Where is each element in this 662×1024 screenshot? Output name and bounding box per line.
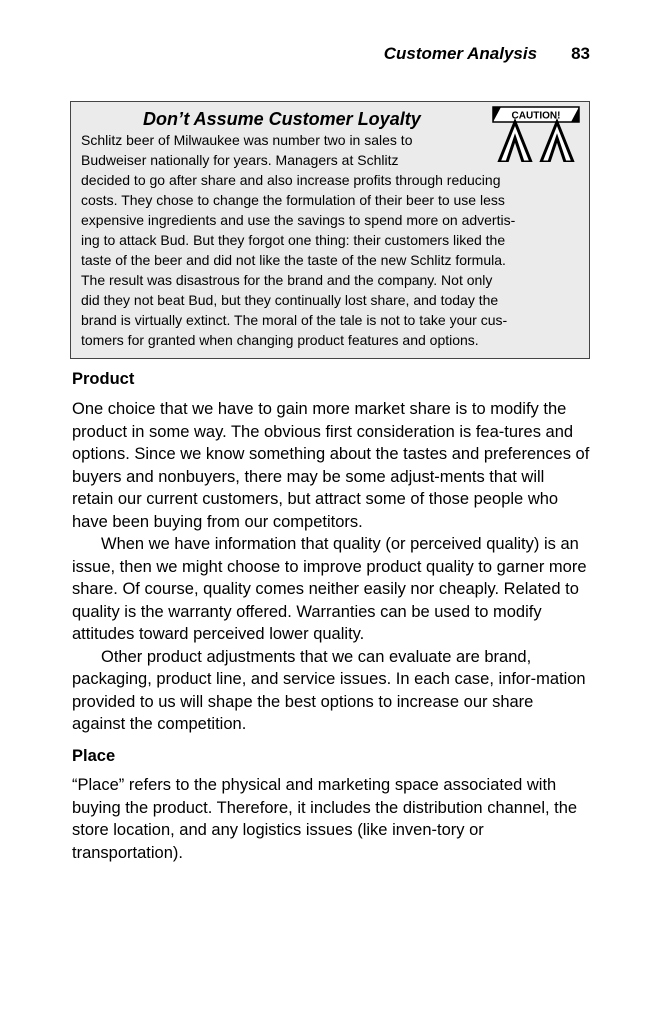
section-heading-product: Product bbox=[72, 370, 135, 388]
page-number: 83 bbox=[571, 44, 590, 63]
callout-line: ing to attack Bud. But they forgot one thing: their customers liked the bbox=[81, 232, 506, 248]
callout-line: brand is virtually extinct. The moral of the tale is not to take your cus- bbox=[81, 312, 508, 328]
paragraph: One choice that we have to gain more market share is to modify the product in some way. The obvious first consideration is fea-tures and options. Since we know something about the tastes and preferences of buyers and nonbuyers, there may be some adjust-ments that will retain our current customers, but attract some of those people who have been buying from our competitors. bbox=[72, 400, 590, 531]
section-heading-place: Place bbox=[72, 747, 116, 765]
callout-line: Budweiser nationally for years. Managers at Schlitz bbox=[81, 152, 399, 168]
caution-callout-box bbox=[70, 101, 590, 359]
callout-line: did they not beat Bud, but they continually lost share, and today the bbox=[81, 292, 499, 308]
section-body-product bbox=[72, 398, 590, 736]
callout-line: tomers for granted when changing product features and options. bbox=[81, 332, 479, 348]
callout-title: Don’t Assume Customer Loyalty bbox=[143, 109, 421, 129]
caution-sign-label: CAUTION! bbox=[511, 110, 561, 122]
paragraph: Other product adjustments that we can evaluate are brand, packaging, product line, and service issues. In each case, infor-mation provided to us will shape the best options to increase our share against the competition. bbox=[72, 647, 586, 733]
callout-line: Schlitz beer of Milwaukee was number two in sales to bbox=[81, 132, 413, 148]
running-header bbox=[384, 44, 590, 64]
callout-line: taste of the beer and did not like the taste of the new Schlitz formula. bbox=[81, 252, 506, 268]
callout-line: The result was disastrous for the brand and the company. Not only bbox=[81, 272, 493, 288]
paragraph: “Place” refers to the physical and marketing space associated with buying the product. Therefore, it includes the distribution channel, the store location, and any logistics issues (like inven-tory or transportation). bbox=[72, 776, 578, 862]
callout-line: expensive ingredients and use the savings to spend more on advertis- bbox=[81, 212, 516, 228]
callout-line: decided to go after share and also increase profits through reducing bbox=[81, 172, 501, 188]
section-body-place bbox=[72, 774, 590, 864]
caution-sign-icon bbox=[489, 106, 583, 162]
callout-line: costs. They chose to change the formulation of their beer to use less bbox=[81, 192, 505, 208]
paragraph: When we have information that quality (or perceived quality) is an issue, then we might choose to improve product quality to garner more share. Of course, quality comes neither easily nor cheaply. Related to quality is the warranty offered. Warranties can be used to modify attitudes toward perceived lower quality. bbox=[72, 535, 587, 643]
callout-body bbox=[81, 130, 579, 350]
running-header-section: Customer Analysis bbox=[383, 44, 538, 63]
